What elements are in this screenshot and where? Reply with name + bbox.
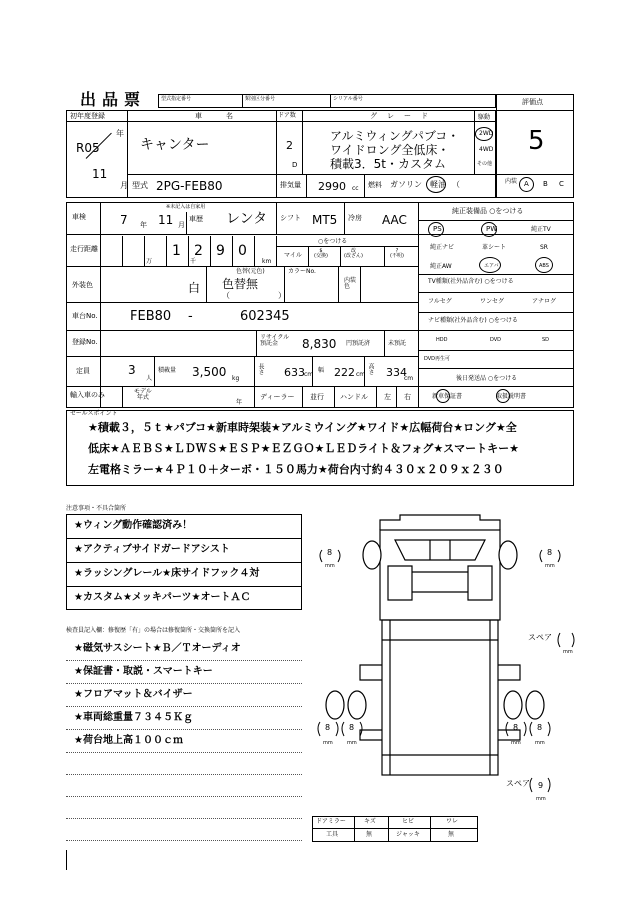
chassis-prefix: FEB80 xyxy=(130,309,172,324)
registration-month: 11 xyxy=(92,167,108,181)
repair-line-4: ★車両総重量７３４５Ｋｇ xyxy=(74,712,193,723)
car-name: キャンター xyxy=(140,137,210,153)
recycle-amount: 8,830 xyxy=(302,337,337,351)
mileage-digit-4: 2 xyxy=(194,243,203,259)
mile-label: マイル xyxy=(284,252,302,259)
doc-manual: 取扱説明書 xyxy=(496,393,527,400)
width-value: 222 xyxy=(334,366,355,379)
type-spec-label: 型式指定番号 xyxy=(161,96,192,102)
height-label: 高さ xyxy=(367,363,374,375)
use-label: 車歴 xyxy=(189,215,203,223)
dvd-play: DVD再生可 xyxy=(424,356,451,362)
height-value: 334 xyxy=(386,366,407,379)
score-value: 5 xyxy=(528,126,545,156)
doc-warranty-circle xyxy=(436,389,450,403)
doc-manual-circle xyxy=(496,389,510,403)
tire-rear-right: 8 xyxy=(537,723,543,732)
sales-point-line-2: 低床★ＡＥＢＳ★ＬＤＷＳ★ＥＳＰ★ＥＺＧＯ★ＬＥＤライト＆フォグ★スマートキー★ xyxy=(88,442,519,455)
handle-label: ハンドル xyxy=(340,393,368,401)
grade-line-3: 積載3．5t・カスタム xyxy=(330,157,446,171)
equip-aw: 純正AW xyxy=(430,263,452,270)
tire-front-right: 8 xyxy=(547,548,553,557)
equip-airbag: エアバ xyxy=(484,263,499,269)
sales-points-label: セールスポイント xyxy=(70,410,118,417)
inspection-month: 11 xyxy=(158,213,174,227)
color-change-label: 色替(元色) xyxy=(236,268,265,275)
recycle-status: 円預託済 xyxy=(346,340,371,347)
sales-point-line-3: 左電格ミラー★４Ｐ１０＋ターボ・１５０馬力★荷台内寸約４３０ｘ２０９ｘ２３０ xyxy=(88,463,504,476)
repair-label: 検査員記入欄：修復歴「有」の場合は修復箇所・交換箇所を記入 xyxy=(66,627,241,634)
fuel-diesel: 軽油 xyxy=(430,180,446,189)
door-count-label: ドア数 xyxy=(278,112,296,119)
damage-header-scratch: キズ xyxy=(364,818,376,825)
shift-value: MT5 xyxy=(312,213,338,227)
drive-2wd: 2WD xyxy=(479,130,494,137)
mileage-circle-note: ○をつける xyxy=(318,238,348,245)
handle-left: 左 xyxy=(384,393,391,401)
tire-rear-inner-left: 8 xyxy=(349,723,355,732)
fuel-label: 燃料 xyxy=(368,181,382,189)
tv-title: TV種類(社外品含む) ○をつける xyxy=(428,278,514,285)
model-label: 型式 xyxy=(132,181,148,190)
note-line-3: ★ラッシングレール★床サイドフック４対 xyxy=(74,568,260,579)
interior-a-circle xyxy=(519,177,534,192)
displacement: 2990 xyxy=(318,180,346,193)
registration-era-year: R05 xyxy=(76,141,100,155)
navi-dvd: DVD xyxy=(490,337,502,343)
drive-4wd: 4WD xyxy=(479,146,494,153)
tire-front-left: 8 xyxy=(327,548,333,557)
recycle-unpaid: 未預託 xyxy=(388,340,407,347)
spare-1-label: スペア xyxy=(528,633,552,642)
door-count: 2 xyxy=(286,139,293,152)
fuel-gasoline: ガソリン xyxy=(390,180,422,189)
navi-sd: SD xyxy=(542,337,550,343)
damage-tools: 工具 xyxy=(326,831,339,838)
damage-tools-status: 無 xyxy=(366,831,373,838)
mileage-digit-5: 9 xyxy=(216,243,225,259)
tv-oneseg: ワンセグ xyxy=(480,298,505,305)
chassis-number: 602345 xyxy=(240,309,290,324)
interior-label: 内装 xyxy=(505,178,518,185)
serial-label: シリアル番号 xyxy=(333,96,363,102)
score-label: 評価点 xyxy=(522,98,543,106)
sales-point-line-1: ★積載３，５ｔ★パブコ★新車時架装★アルミウイング★ワイド★広幅荷台★ロング★全 xyxy=(88,421,517,434)
tv-fullseg: フルセグ xyxy=(428,298,452,305)
import-dealer: ディーラー xyxy=(260,393,295,401)
equip-sr: SR xyxy=(540,244,548,251)
capacity-label: 定員 xyxy=(76,367,90,375)
mileage-digit-6: 0 xyxy=(238,243,247,259)
ac-label: 冷房 xyxy=(348,214,362,222)
grade-label: グレード xyxy=(370,112,438,120)
equip-leather: 革シート xyxy=(482,244,507,251)
mileage-label: 走行距離 xyxy=(70,245,98,253)
recycle-label: リサイクル 預託金 xyxy=(260,334,290,347)
chassis-label: 車台No. xyxy=(72,312,98,320)
fuel-diesel-circle xyxy=(426,176,446,193)
model-code: 2PG-FEB80 xyxy=(156,179,223,193)
load-value: 3,500 xyxy=(192,365,227,379)
displacement-label: 排気量 xyxy=(280,181,301,189)
interior-color-label: 内装 色 xyxy=(344,277,357,290)
capacity-persons: 3 xyxy=(128,363,136,377)
color-no-label: カラーNo. xyxy=(288,268,316,275)
note-line-2: ★アクティブサイドガードアシスト xyxy=(74,544,230,555)
grade-line-2: ワイドロング全低床・ xyxy=(330,143,450,157)
header-id-row xyxy=(158,94,496,108)
page-title: 出品票 xyxy=(80,90,147,109)
category-label: 類別区分番号 xyxy=(245,96,276,102)
spare-2-value: 9 xyxy=(538,781,544,790)
inspection-year: 7 xyxy=(120,213,128,227)
color-change-value: 色替無 xyxy=(222,277,259,291)
damage-jack-status: 無 xyxy=(448,831,455,838)
inspection-label: 車検 xyxy=(72,213,86,221)
tv-analog: アナログ xyxy=(532,298,557,305)
width-label: 幅 xyxy=(318,367,325,374)
equip-airbag-circle xyxy=(479,257,501,273)
tire-rear-left: 8 xyxy=(325,723,331,732)
equip-navi: 純正ナビ xyxy=(430,244,455,251)
mileage-digit-3: 1 xyxy=(172,243,181,259)
equipment-title: 純正装備品 ○をつける xyxy=(452,207,524,215)
navi-hdd: HDD xyxy=(436,337,448,343)
drive-other: その他 xyxy=(477,161,493,167)
equip-ps-circle xyxy=(428,222,444,237)
navi-title: ナビ種類(社外品含む) ○をつける xyxy=(428,317,518,324)
car-name-label: 車名 xyxy=(195,112,257,120)
equip-tv: 純正TV xyxy=(531,226,551,233)
grade-line-1: アルミウィングパブコ・ xyxy=(330,129,460,143)
shift-label: シフト xyxy=(280,214,301,222)
use-value: レンタ xyxy=(226,211,268,227)
mileage-opt-tampered: 改 (改ざん) xyxy=(344,248,363,259)
equip-pw: PW xyxy=(486,225,498,233)
ac-value: AAC xyxy=(382,213,407,227)
equip-abs: ABS xyxy=(539,263,549,269)
drive-label: 駆動 xyxy=(478,114,491,121)
truck-diagram xyxy=(300,500,580,800)
damage-header-break: ワレ xyxy=(446,818,459,825)
repair-line-2: ★保証書・取説・スマートキー xyxy=(74,666,213,677)
repair-line-3: ★フロアマット＆バイザー xyxy=(74,689,193,700)
note-line-4: ★カスタム★メッキパーツ★オートＡＣ xyxy=(74,592,251,603)
note-line-1: ★ウィング動作確認済み！ xyxy=(74,520,193,531)
color-label: 外装色 xyxy=(72,281,93,289)
spare-2-label: スペア xyxy=(506,779,530,788)
damage-header-mirror: ドアミラー xyxy=(316,818,346,825)
import-label: 輸入車のみ xyxy=(70,391,105,399)
repair-line-5: ★荷台地上高１００ｃｍ xyxy=(74,735,183,746)
color-value: 白 xyxy=(188,281,201,295)
drive-2wd-circle xyxy=(475,127,493,141)
import-parallel: 並行 xyxy=(310,393,324,401)
length-value: 633 xyxy=(284,366,305,379)
doc-warranty: 新車保証書 xyxy=(432,393,463,400)
damage-jack: ジャッキ xyxy=(396,831,420,838)
repair-line-1: ★磁気サスシート★Ｂ／Ｔオーディオ xyxy=(74,643,241,654)
length-label: 長さ xyxy=(257,363,264,375)
notes-label: 注意事項・不具合箇所 xyxy=(66,505,127,512)
mileage-opt-unknown: ? (不明) xyxy=(390,248,404,259)
registration-no-label: 登録No. xyxy=(72,338,98,346)
inspection-note: ※未記入は自家用 xyxy=(166,204,206,210)
tire-rear-inner-right: 8 xyxy=(513,723,519,732)
first-registration-label: 初年度登録 xyxy=(70,112,105,120)
model-year-label: モデル 年式 xyxy=(134,388,152,401)
equip-abs-circle xyxy=(535,257,553,273)
damage-header-crack: ヒビ xyxy=(402,818,415,825)
load-label: 積載量 xyxy=(158,367,177,374)
equip-ps: PS xyxy=(433,225,442,233)
mileage-opt-replaced: $ (交換) xyxy=(314,248,328,259)
equip-pw-circle xyxy=(481,222,497,237)
docs-title: 後日発送品 ○をつける xyxy=(456,375,518,382)
handle-right: 右 xyxy=(404,393,411,401)
